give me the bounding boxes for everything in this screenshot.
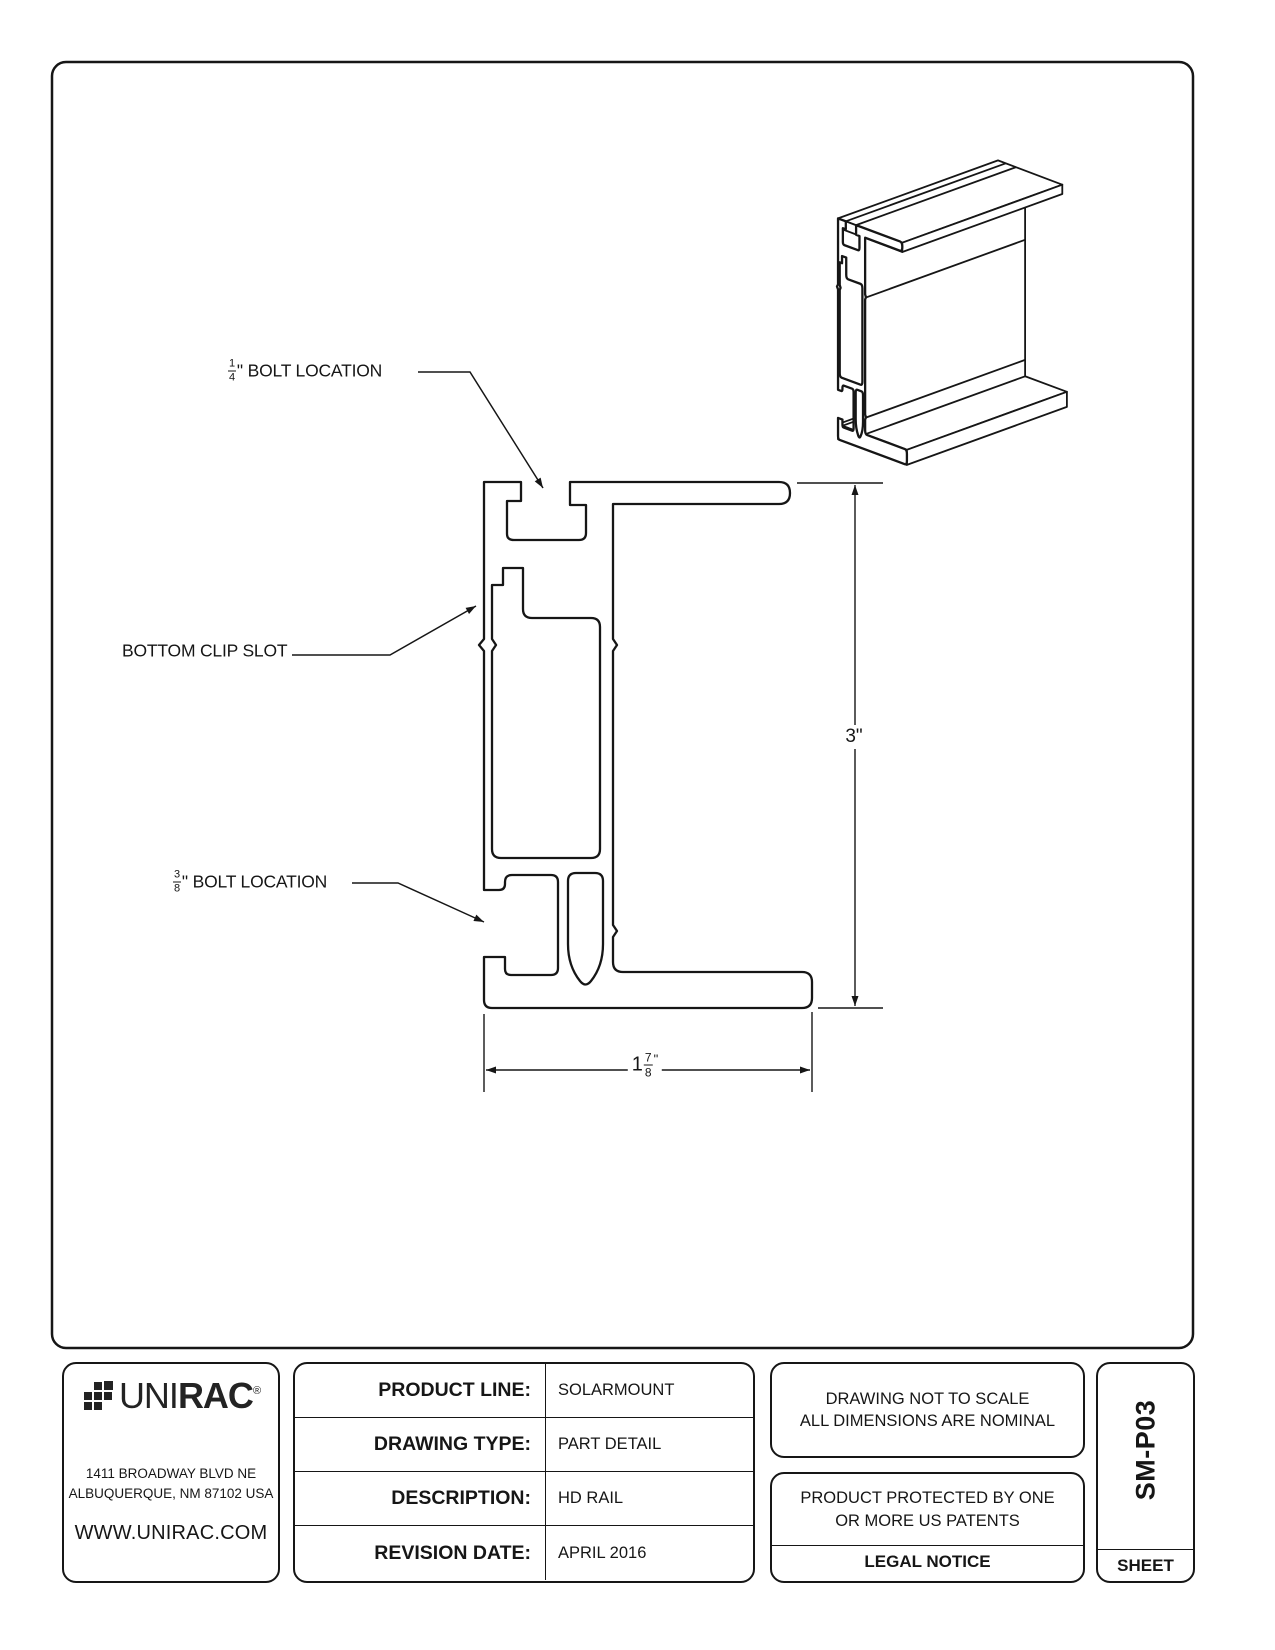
sheet-number: SM-P03: [1130, 1399, 1160, 1501]
width-dimension-value: 1 $\frac{7}{8}$ ": [628, 1051, 662, 1080]
table-row-product-line: PRODUCT LINE: SOLARMOUNT: [295, 1364, 753, 1418]
fraction-1-4: $\frac{1}{4}$: [229, 357, 235, 384]
sheet-block: [1096, 1362, 1195, 1583]
leader-three-eighth-bolt: [352, 883, 484, 922]
dimension-height-3in: [797, 483, 883, 1008]
table-row-revision-date: REVISION DATE: APRIL 2016: [295, 1526, 753, 1580]
callout-three-eighth-bolt-location: $\frac{3}{8}$ " BOLT LOCATION: [174, 868, 328, 895]
unirac-logo: UNIRAC®: [64, 1378, 278, 1414]
company-address: 1411 BROADWAY BLVD NE ALBUQUERQUE, NM 87102 USA: [68, 1466, 274, 1502]
legal-notice-label: LEGAL NOTICE: [772, 1545, 1083, 1578]
leader-quarter-bolt: [418, 372, 543, 488]
callout-bottom-clip-slot: BOTTOM CLIP SLOT: [122, 640, 288, 661]
sheet-label: SHEET: [1098, 1549, 1193, 1581]
scale-notice: DRAWING NOT TO SCALE ALL DIMENSIONS ARE NOMINAL: [770, 1362, 1085, 1458]
rail-cross-section: [479, 482, 812, 1008]
company-block: [62, 1362, 280, 1583]
table-row-description: DESCRIPTION: HD RAIL: [295, 1472, 753, 1526]
table-row-drawing-type: DRAWING TYPE: PART DETAIL: [295, 1418, 753, 1472]
unirac-logo-icon: [82, 1381, 114, 1411]
fraction-7-8: $\frac{7}{8}$: [644, 1050, 652, 1080]
height-dimension-value: 3 ": [841, 725, 866, 749]
drawing-info-table: [293, 1362, 755, 1583]
leader-bottom-clip-slot: [292, 606, 476, 655]
patent-notice-text: PRODUCT PROTECTED BY ONE OR MORE US PATENTS: [800, 1489, 1055, 1530]
patent-notice: [770, 1472, 1085, 1583]
fraction-3-8: $\frac{3}{8}$: [174, 868, 180, 895]
isometric-view: [837, 160, 1067, 465]
callout-quarter-bolt-location: $\frac{1}{4}$ " BOLT LOCATION: [229, 357, 383, 384]
company-website: WWW.UNIRAC.COM: [74, 1522, 268, 1544]
